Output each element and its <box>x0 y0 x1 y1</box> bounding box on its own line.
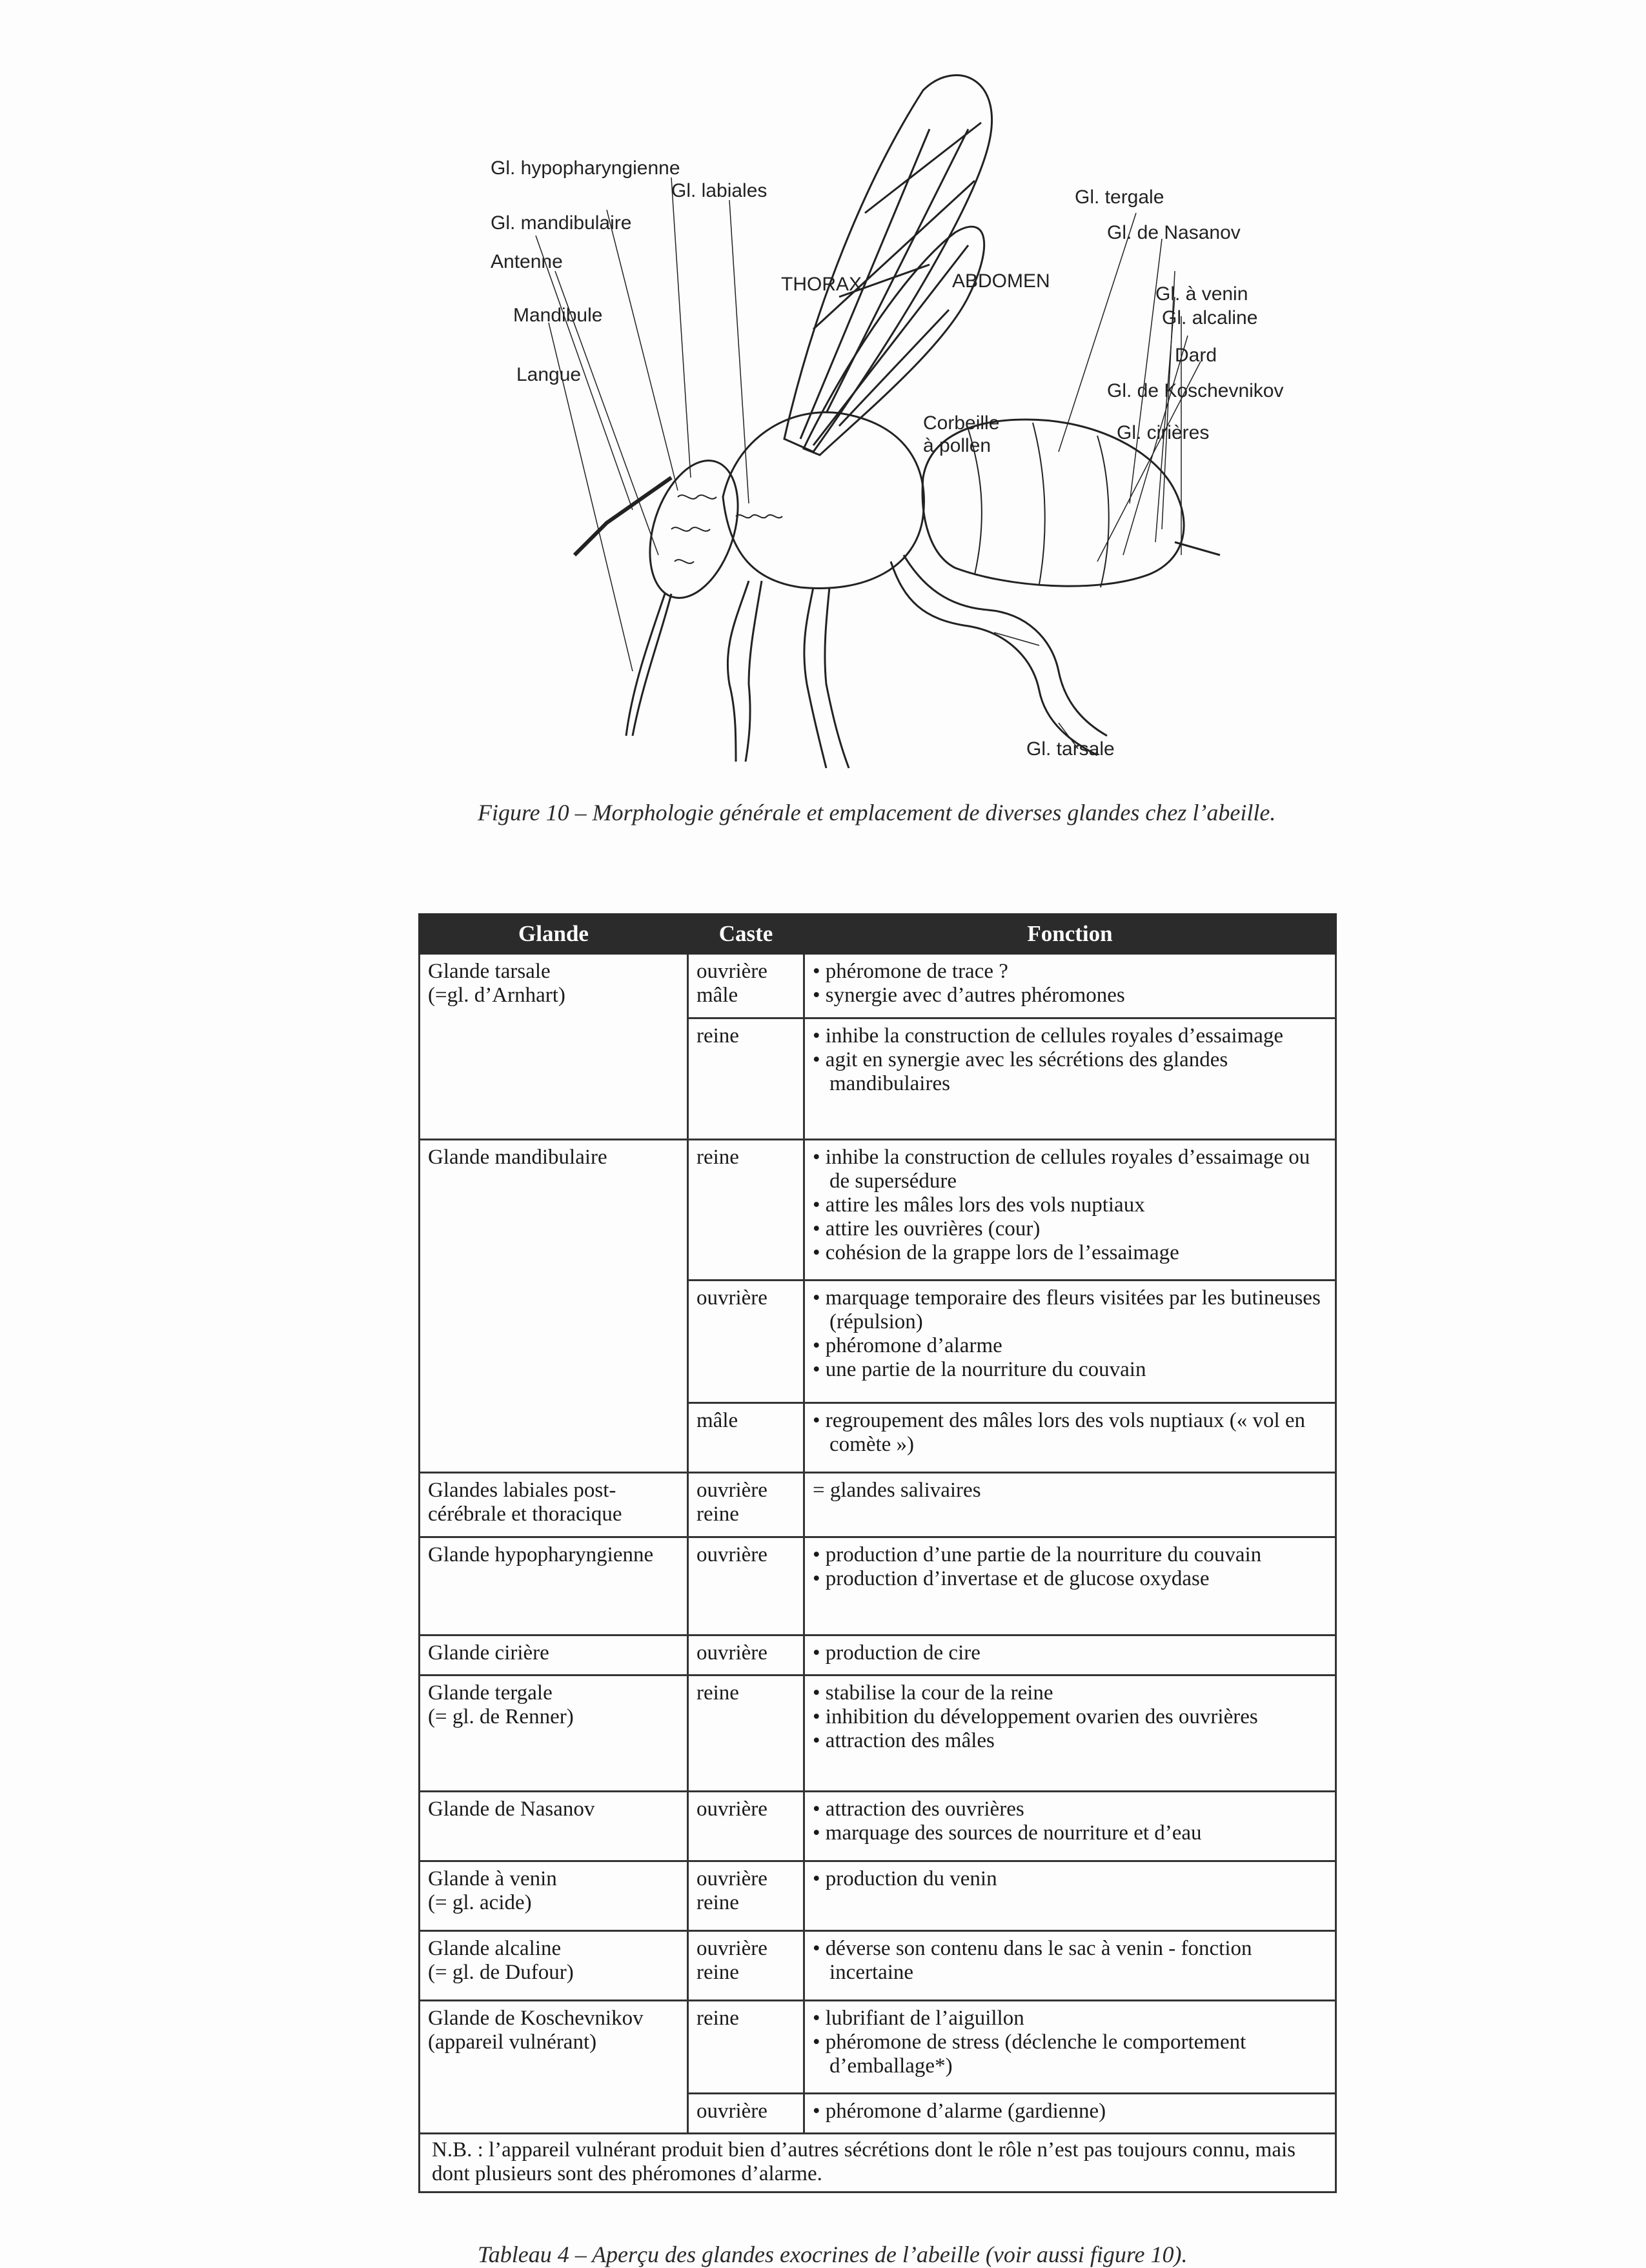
glande-name: Glande mandibulaire <box>428 1146 607 1169</box>
cell-glande <box>420 1791 688 1861</box>
glande-name: Glandes labiales post-cérébrale et thoracique <box>428 1479 622 1526</box>
label-gl-koschevnikov: Gl. de Koschevnikov <box>1107 380 1284 401</box>
cell-fonction <box>804 1140 1336 1281</box>
label-gl-venin: Gl. à venin <box>1155 283 1248 305</box>
table-row <box>420 1791 1336 1861</box>
fonction-item: • agit en synergie avec les sécrétions des glandes mandibulaires <box>813 1048 1228 1095</box>
fonction-item: • production d’invertase et de glucose oxydase <box>813 1566 1210 1590</box>
caste-value: ouvrière <box>696 1936 767 1960</box>
glande-alias: (= gl. de Renner) <box>428 1705 574 1728</box>
glands-table <box>418 913 1337 2193</box>
cell-caste <box>688 1018 804 1140</box>
fonction-item: • cohésion de la grappe lors de l’essaimage <box>813 1240 1179 1264</box>
table-row <box>420 1930 1336 2000</box>
label-langue: Langue <box>516 364 582 385</box>
cell-caste <box>688 1473 804 1537</box>
glande-name: Glande tarsale <box>428 960 551 983</box>
middle-leg <box>804 587 849 768</box>
label-gl-alcaline: Gl. alcaline <box>1162 307 1258 329</box>
fonction-item: • lubrifiant de l’aiguillon <box>813 2006 1024 2030</box>
bee-tongue <box>626 594 671 736</box>
caste-value: ouvrière <box>696 1867 767 1890</box>
cell-fonction <box>804 954 1336 1018</box>
header-glande: Glande <box>420 915 688 954</box>
cell-caste <box>688 1675 804 1791</box>
label-gl-hypopharyngienne: Gl. hypopharyngienne <box>491 157 680 179</box>
bee-morphology-figure <box>478 52 1317 787</box>
glande-name: Glande de Koschevnikov <box>428 2006 644 2030</box>
fonction-item: • stabilise la cour de la reine <box>813 1681 1053 1705</box>
table-row <box>420 1140 1336 1281</box>
head-glands <box>671 495 716 563</box>
fonction-item: • phéromone de trace ? <box>813 960 1008 983</box>
table-row <box>420 1537 1336 1635</box>
fonction-item: • attraction des ouvrières <box>813 1797 1024 1821</box>
cell-caste <box>688 2093 804 2133</box>
cell-fonction <box>804 1635 1336 1676</box>
fonction-item: • production d’une partie de la nourriture du couvain <box>813 1543 1262 1566</box>
figure-caption: Figure 10 – Morphologie générale et emplacement de diverses glandes chez l’abeille. <box>478 800 1276 825</box>
fonction-item: • inhibition du développement ovarien des ouvrières <box>813 1705 1258 1728</box>
table-row <box>420 954 1336 1018</box>
table-caption: Tableau 4 – Aperçu des glandes exocrines de l’abeille (voir aussi figure 10). <box>478 2242 1188 2267</box>
cell-glande <box>420 1930 688 2000</box>
glande-name: Glande de Nasanov <box>428 1797 595 1821</box>
cell-caste <box>688 1403 804 1473</box>
fonction-item: • phéromone d’alarme <box>813 1333 1002 1357</box>
label-dard: Dard <box>1175 345 1217 366</box>
glande-alias: (= gl. de Dufour) <box>428 1960 574 1984</box>
cell-fonction <box>804 2093 1336 2133</box>
glande-alias: (appareil vulnérant) <box>428 2030 597 2054</box>
table-row-note <box>420 2133 1336 2192</box>
hind-leg <box>891 555 1107 755</box>
glande-alias: (= gl. acide) <box>428 1890 532 1914</box>
caste-value: ouvrière <box>696 2099 767 2123</box>
cell-caste <box>688 1635 804 1676</box>
table-row <box>420 1635 1336 1676</box>
cell-glande <box>420 1140 688 1473</box>
cell-fonction <box>804 1018 1336 1140</box>
fonction-item: • production de cire <box>813 1641 980 1665</box>
fonction-item: • regroupement des mâles lors des vols nuptiaux (« vol en comète ») <box>813 1409 1306 1456</box>
caste-value: mâle <box>696 983 738 1007</box>
fonction-item: = glandes salivaires <box>813 1479 981 1502</box>
cell-glande <box>420 1473 688 1537</box>
caste-value: reine <box>696 1890 739 1914</box>
cell-caste <box>688 1281 804 1403</box>
fonction-item: • inhibe la construction de cellules royales d’essaimage ou de supersédure <box>813 1146 1310 1193</box>
fonction-item: • inhibe la construction de cellules royales d’essaimage <box>813 1024 1284 1048</box>
label-antenne: Antenne <box>491 251 563 272</box>
header-caste: Caste <box>688 915 804 954</box>
front-leg <box>727 581 762 762</box>
fonction-item: • attraction des mâles <box>813 1728 995 1752</box>
cell-caste <box>688 1140 804 1281</box>
cell-fonction <box>804 1537 1336 1635</box>
fonction-item: • marquage temporaire des fleurs visitées par les butineuses (répulsion) <box>813 1286 1321 1333</box>
cell-fonction <box>804 1675 1336 1791</box>
label-gl-cirieres: Gl. cirières <box>1117 422 1210 443</box>
table-row <box>420 1473 1336 1537</box>
label-thorax: THORAX <box>781 274 862 295</box>
cell-glande <box>420 1635 688 1676</box>
caste-value: reine <box>696 1960 739 1984</box>
fore-wing <box>784 76 992 452</box>
glande-name: Glande cirière <box>428 1641 549 1665</box>
label-corbeille-2: à pollen <box>923 435 991 456</box>
leader-lines <box>536 177 1201 749</box>
caste-value: reine <box>696 1502 739 1526</box>
caste-value: reine <box>696 1146 739 1169</box>
cell-caste <box>688 1537 804 1635</box>
fonction-item: • attire les ouvrières (cour) <box>813 1217 1041 1240</box>
bee-drawing <box>478 52 1317 787</box>
caste-value: reine <box>696 1024 739 1048</box>
table-note: N.B. : l’appareil vulnérant produit bien d’autres sécrétions dont le rôle n’est pas toujours connu, mais dont plusieurs sont des phéromones d’alarme. <box>420 2133 1336 2192</box>
cell-fonction <box>804 1861 1336 1930</box>
caste-value: ouvrière <box>696 960 767 983</box>
labial-gland-coil <box>736 515 782 518</box>
cell-caste <box>688 1930 804 2000</box>
cell-caste <box>688 1791 804 1861</box>
label-mandibule: Mandibule <box>513 305 603 326</box>
cell-glande <box>420 2000 688 2133</box>
cell-caste <box>688 954 804 1018</box>
caste-value: ouvrière <box>696 1479 767 1502</box>
fonction-item: • phéromone de stress (déclenche le comportement d’emballage*) <box>813 2030 1246 2078</box>
cell-glande <box>420 1861 688 1930</box>
label-gl-tarsale: Gl. tarsale <box>1026 738 1115 760</box>
fonction-item: • phéromone d’alarme (gardienne) <box>813 2099 1106 2123</box>
cell-fonction <box>804 1930 1336 2000</box>
cell-fonction <box>804 2000 1336 2093</box>
fonction-item: • une partie de la nourriture du couvain <box>813 1357 1146 1381</box>
header-fonction: Fonction <box>804 915 1336 954</box>
label-gl-tergale: Gl. tergale <box>1075 187 1164 208</box>
cell-caste <box>688 1861 804 1930</box>
label-gl-mandibulaire: Gl. mandibulaire <box>491 212 632 234</box>
caste-value: reine <box>696 2006 739 2030</box>
fonction-item: • production du venin <box>813 1867 997 1890</box>
label-gl-nasanov: Gl. de Nasanov <box>1107 222 1241 243</box>
cell-fonction <box>804 1473 1336 1537</box>
cell-fonction <box>804 1403 1336 1473</box>
fonction-item: • marquage des sources de nourriture et d’eau <box>813 1821 1202 1845</box>
caste-value: reine <box>696 1681 739 1705</box>
label-abdomen: ABDOMEN <box>952 270 1050 292</box>
table-header-row <box>420 915 1336 954</box>
glande-name: Glande hypopharyngienne <box>428 1543 654 1566</box>
cell-fonction <box>804 1791 1336 1861</box>
table-row <box>420 1675 1336 1791</box>
glande-name: Glande alcaline <box>428 1936 562 1960</box>
cell-caste <box>688 2000 804 2093</box>
glande-alias: (=gl. d’Arnhart) <box>428 983 565 1007</box>
table-row <box>420 2000 1336 2093</box>
caste-value: ouvrière <box>696 1797 767 1821</box>
table-row <box>420 1861 1336 1930</box>
label-gl-labiales: Gl. labiales <box>671 180 767 201</box>
cell-glande <box>420 1537 688 1635</box>
caste-value: ouvrière <box>696 1543 767 1566</box>
fonction-item: • déverse son contenu dans le sac à venin - fonction incertaine <box>813 1936 1252 1984</box>
caste-value: ouvrière <box>696 1641 767 1665</box>
fonction-item: • synergie avec d’autres phéromones <box>813 983 1125 1007</box>
fonction-item: • attire les mâles lors des vols nuptiaux <box>813 1193 1145 1217</box>
cell-glande <box>420 954 688 1140</box>
glande-name: Glande à venin <box>428 1867 557 1890</box>
caste-value: ouvrière <box>696 1286 767 1310</box>
cell-glande <box>420 1675 688 1791</box>
glande-name: Glande tergale <box>428 1681 553 1705</box>
caste-value: mâle <box>696 1409 738 1432</box>
cell-fonction <box>804 1281 1336 1403</box>
label-corbeille-1: Corbeille <box>923 412 1000 434</box>
bee-head <box>634 449 754 609</box>
